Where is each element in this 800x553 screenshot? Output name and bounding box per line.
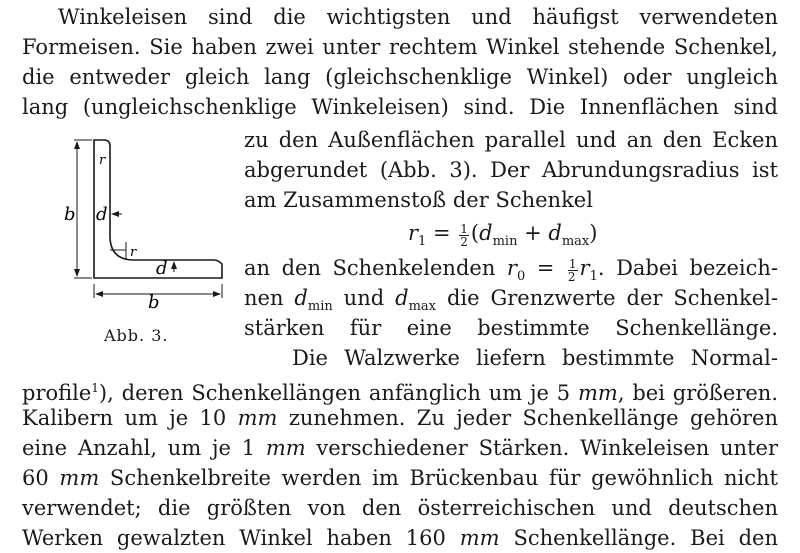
text-line-5: zu den Außenflächen parallel und an den Ecken <box>244 128 778 152</box>
text-line-12: profile$^1$), deren Schenkellängen anfänglich um je 5 mm, bei größeren. <box>22 381 779 405</box>
figure-caption: Abb. 3. <box>104 326 169 345</box>
label-r0: r <box>99 153 106 168</box>
text-line-14: eine Anzahl, um je 1 mm verschiedener Stärken. Winkeleisen unter <box>22 436 778 460</box>
text-line-7: am Zusammenstoß der Schenkel <box>244 188 593 212</box>
text-line-10: stärken für eine bestimmte Schenkellänge. <box>244 316 778 340</box>
text-line-1: Winkeleisen sind die wichtigsten und häufigst verwendeten <box>58 5 778 29</box>
label-r1: r <box>130 245 137 260</box>
text-line-9: nen $d_{min}$ und $d_{max}$ die Grenzwerte der Schenkel- <box>244 286 778 315</box>
text-line-16: verwendet; die größten von den österreichischen und deutschen <box>22 496 778 520</box>
text-line-13: Kalibern um je 10 mm zunehmen. Zu jeder Schenkellänge gehören <box>22 406 778 430</box>
footnote-mark: 1 <box>91 381 99 395</box>
text-line-8: an den Schenkelenden $r_0$ = $\frac{1}{2}$ $r_1$. Dabei bezeich- <box>244 256 779 285</box>
text-line-11: Die Walzwerke liefern bestimmte Normal- <box>292 346 778 370</box>
text-line-17: Werken gewalzten Winkel haben 160 mm Schenkellänge. Bei den <box>22 526 778 550</box>
text-line-4: lang (ungleichschenklige Winkeleisen) sind. Die Innenflächen sind <box>22 95 778 119</box>
text-line-3: die entweder gleich lang (gleichschenklige Winkel) oder ungleich <box>22 65 778 89</box>
label-d-vertical: d <box>96 204 108 225</box>
text-line-6: abgerundet (Abb. 3). Der Abrundungsradius ist <box>244 158 778 182</box>
label-b-vertical: b <box>64 204 76 225</box>
text-line-2: Formeisen. Sie haben zwei unter rechtem Winkel stehende Schenkel, <box>22 35 778 59</box>
label-b-horizontal: b <box>148 292 160 313</box>
angle-iron-figure <box>64 138 236 318</box>
text-line-15: 60 mm Schenkelbreite werden im Brückenbau für gewöhnlich nicht <box>22 466 778 490</box>
formula-r1: $r_1$ = $\frac{1}{2}$ $(d_{min} + d_{max})$ <box>408 221 598 250</box>
label-d-horizontal: d <box>156 258 168 279</box>
